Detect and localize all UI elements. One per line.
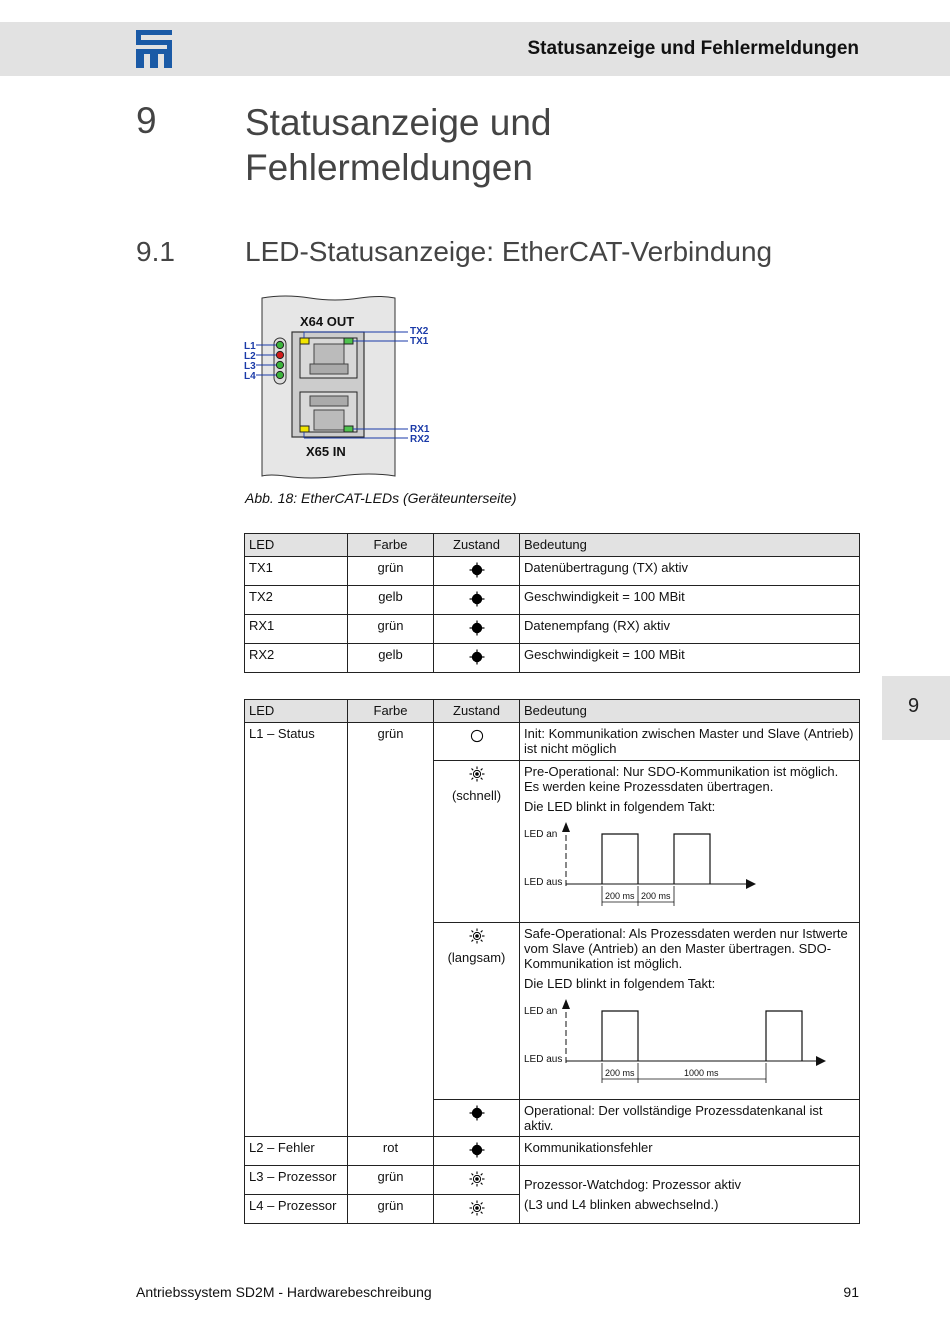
label-rx2: RX2: [410, 434, 430, 445]
cell-zustand: [434, 761, 520, 923]
led-blink-icon: [438, 928, 515, 944]
table-row: [245, 615, 860, 644]
label-tx1: TX1: [410, 336, 429, 347]
label-tx2: TX2: [410, 326, 429, 337]
chapter-title-line1: Statusanzeige und: [245, 102, 552, 143]
cell-bedeutung: Datenübertragung (TX) aktiv: [520, 557, 860, 586]
pulse-led-aus: LED aus: [524, 1054, 563, 1065]
tx2-led: [300, 338, 309, 344]
cell-led: L3 – Prozessor: [245, 1166, 348, 1195]
l4-led: [276, 371, 283, 378]
chapter-title: [245, 100, 805, 190]
init-text: Init: Kommunikation zwischen Master und Slave (Antrieb) ist nicht möglich: [524, 726, 854, 756]
figure-caption: Abb. 18: EtherCAT-LEDs (Geräteunterseite): [245, 490, 517, 506]
table-row: [245, 586, 860, 615]
table-header-row: [245, 534, 860, 557]
chapter-title-line2: Fehlermeldungen: [245, 147, 533, 188]
cell-led: TX1: [245, 557, 348, 586]
pulse-led-an: LED an: [524, 1006, 558, 1017]
cell-bedeutung: Kommunikationsfehler: [520, 1137, 860, 1166]
table-row: [245, 644, 860, 673]
footer-document-title: Antriebssystem SD2M - Hardwarebeschreibung: [136, 1284, 432, 1300]
pulse-t1: 200 ms: [605, 1068, 635, 1078]
label-l4: L4: [244, 371, 256, 382]
l3-led: [276, 361, 283, 368]
led-on-icon: [438, 562, 515, 578]
cell-bedeutung: [520, 761, 860, 923]
cell-farbe: gelb: [348, 586, 434, 615]
cell-led: L4 – Prozessor: [245, 1195, 348, 1224]
section-number: 9.1: [136, 236, 175, 267]
pulse-t1: 200 ms: [605, 891, 635, 901]
table-row: [245, 557, 860, 586]
cell-zustand: [434, 923, 520, 1100]
cell-zustand: [434, 615, 520, 644]
preop-takt: Die LED blinkt in folgendem Takt:: [524, 799, 716, 814]
cell-zustand: [434, 1195, 520, 1224]
chapter-number: 9: [136, 100, 157, 141]
led-on-icon: [438, 1142, 515, 1158]
pulse-led-aus: LED aus: [524, 877, 563, 888]
led-on-icon: [438, 649, 515, 665]
running-title: Statusanzeige und Fehlermeldungen: [527, 38, 859, 59]
table-header-row: [245, 700, 860, 723]
label-l2: L2: [244, 351, 256, 362]
header-led: LED: [245, 534, 348, 557]
table-status-leds: [244, 699, 860, 1224]
l2-led: [276, 351, 283, 358]
preop-text: Pre-Operational: Nur SDO-Kommunikation ist möglich. Es werden keine Prozessdaten übertragen.: [524, 764, 839, 794]
label-x65-in: X65 IN: [306, 444, 346, 459]
cell-bedeutung: [520, 1166, 860, 1224]
cell-led: L2 – Fehler: [245, 1137, 348, 1166]
header-bedeutung: Bedeutung: [520, 700, 860, 723]
cell-zustand: [434, 644, 520, 673]
table-row: [245, 1137, 860, 1166]
table-row: [245, 723, 860, 761]
cell-zustand: [434, 723, 520, 761]
header-farbe: Farbe: [348, 534, 434, 557]
cell-bedeutung: Datenempfang (RX) aktiv: [520, 615, 860, 644]
rx2-led: [300, 426, 309, 432]
pulse-t2: 200 ms: [641, 891, 671, 901]
cell-zustand: [434, 586, 520, 615]
label-l1: L1: [244, 341, 256, 352]
led-on-icon: [438, 1105, 515, 1121]
header-zustand: Zustand: [434, 700, 520, 723]
led-blink-icon: [438, 1171, 515, 1187]
cell-bedeutung: [520, 923, 860, 1100]
label-rx1: RX1: [410, 424, 430, 435]
header-farbe: Farbe: [348, 700, 434, 723]
ethercat-led-figure: [240, 292, 440, 482]
cell-farbe: grün: [348, 557, 434, 586]
table-row: [245, 1166, 860, 1195]
safeop-takt: Die LED blinkt in folgendem Takt:: [524, 976, 716, 991]
pulse-diagram-slow: [524, 999, 834, 1089]
cell-led: RX2: [245, 644, 348, 673]
cell-farbe: grün: [348, 1166, 434, 1195]
cell-bedeutung: Operational: Der vollständige Prozessdatenkanal ist aktiv.: [520, 1100, 860, 1137]
footer-page-number: 91: [843, 1284, 859, 1300]
table-tx-rx-leds: [244, 533, 860, 673]
led-off-icon: [438, 728, 515, 744]
section-title: LED-Statusanzeige: EtherCAT-Verbindung: [245, 236, 773, 267]
header-zustand: Zustand: [434, 534, 520, 557]
cell-farbe: rot: [348, 1137, 434, 1166]
pulse-t2: 1000 ms: [684, 1068, 719, 1078]
cell-zustand: [434, 1100, 520, 1137]
led-on-icon: [438, 591, 515, 607]
cell-zustand: [434, 1166, 520, 1195]
rx1-led: [344, 426, 353, 432]
side-tab-label: 9: [908, 695, 920, 717]
state-fast: (schnell): [451, 788, 502, 803]
cell-bedeutung: [520, 723, 860, 761]
header-bedeutung: Bedeutung: [520, 534, 860, 557]
chapter-side-tab: [882, 676, 950, 740]
cell-zustand: [434, 1137, 520, 1166]
led-blink-icon: [438, 766, 515, 782]
pulse-diagram-fast: [524, 822, 774, 912]
label-l3: L3: [244, 361, 256, 372]
cell-farbe: gelb: [348, 644, 434, 673]
cell-led: RX1: [245, 615, 348, 644]
cell-led: TX2: [245, 586, 348, 615]
header-led: LED: [245, 700, 348, 723]
tx1-led: [344, 338, 353, 344]
safeop-text: Safe-Operational: Als Prozessdaten werden nur Istwerte vom Slave (Antrieb) an den Master übertragen. SDO-Kommunikation ist möglich.: [524, 926, 848, 971]
led-on-icon: [438, 620, 515, 636]
state-slow: (langsam): [447, 950, 506, 965]
l34-line2: (L3 und L4 blinken abwechselnd.): [524, 1197, 719, 1212]
cell-farbe: grün: [348, 723, 434, 1137]
label-x64-out: X64 OUT: [300, 314, 355, 329]
cell-farbe: grün: [348, 615, 434, 644]
cell-bedeutung: Geschwindigkeit = 100 MBit: [520, 644, 860, 673]
led-blink-icon: [438, 1200, 515, 1216]
company-logo: [136, 30, 172, 68]
pulse-led-an: LED an: [524, 829, 558, 840]
cell-farbe: grün: [348, 1195, 434, 1224]
l1-led: [276, 341, 283, 348]
cell-bedeutung: Geschwindigkeit = 100 MBit: [520, 586, 860, 615]
cell-zustand: [434, 557, 520, 586]
cell-led: L1 – Status: [245, 723, 348, 1137]
l34-line1: Prozessor-Watchdog: Prozessor aktiv: [524, 1177, 741, 1192]
